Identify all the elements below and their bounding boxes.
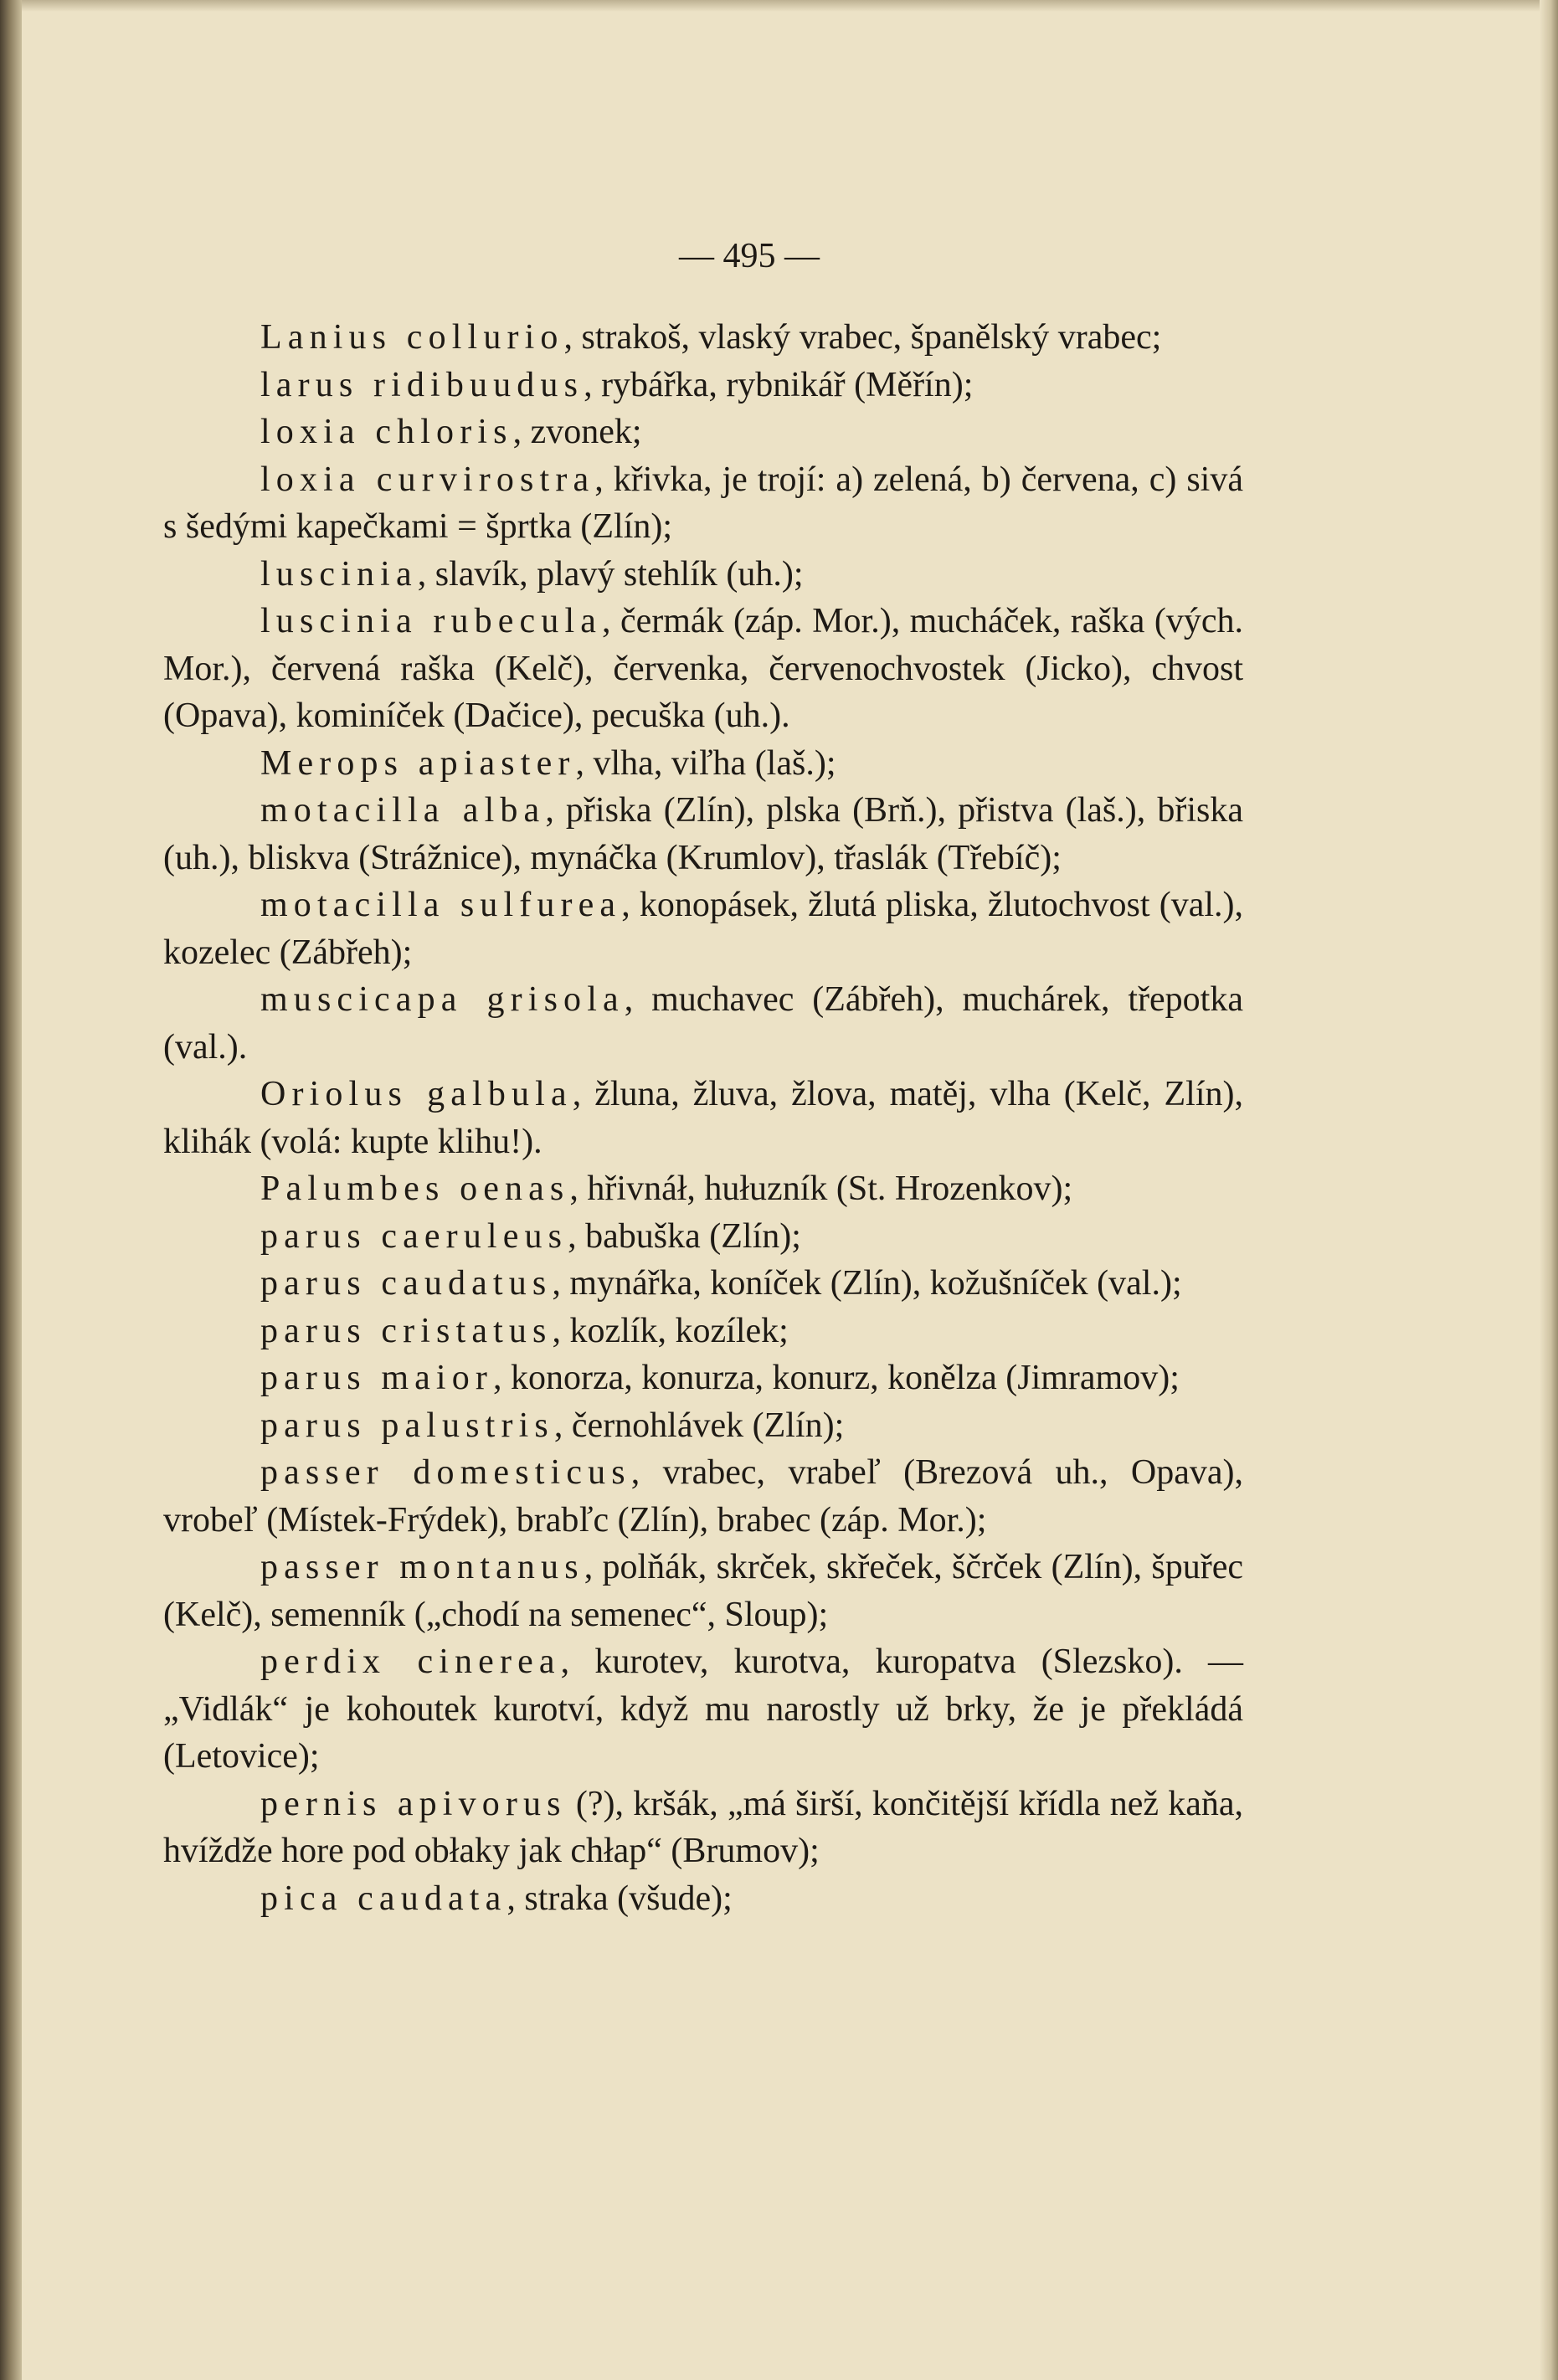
entry (163, 1165, 1243, 1213)
entry-text: , muchavec (Zábřeh), muchárek, třepotka (val.). (163, 980, 1243, 1067)
entry (163, 1308, 1243, 1355)
entry-text: , polňák, skrček, skřeček, ščrček (Zlín), špuřec (Kelč), semenník („chodí na semenec“, Sloup); (163, 1548, 1243, 1634)
entry-text: , žluna, žluva, žlova, matěj, vlha (Kelč, Zlín), klihák (volá: kupte klihu!). (163, 1075, 1243, 1161)
entry (163, 598, 1243, 740)
species-name: Oriolus galbula (260, 1075, 573, 1113)
entry (163, 1071, 1243, 1165)
entry (163, 976, 1243, 1071)
entry-text: , konopásek, žlutá pliska, žlutochvost (val.), kozelec (Zábřeh); (163, 886, 1243, 972)
entry-text: , mynářka, koníček (Zlín), kožušníček (val.); (552, 1264, 1182, 1303)
entry (163, 409, 1243, 456)
entry-text: , černohlávek (Zlín); (553, 1406, 845, 1445)
species-name: motacilla sulfurea (260, 886, 622, 924)
entry (163, 1354, 1243, 1402)
book-spine-shadow (0, 0, 22, 2380)
entry (163, 1213, 1243, 1261)
species-name: motacilla alba (260, 791, 546, 830)
species-name: passer montanus (260, 1548, 584, 1586)
entry-text: , vrabec, vrabeľ (Brezová uh., Opava), vrobeľ (Místek-Frýdek), brabľc (Zlín), brabec (záp. Mor.); (163, 1453, 1243, 1540)
species-name: pernis apivorus (260, 1784, 567, 1823)
entry (163, 1875, 1243, 1923)
species-name: parus maior (260, 1359, 493, 1397)
entry-text: , kurotev, kurotva, kuropatva (Slezsko). — „Vidlák“ je kohoutek kurotví, když mu narostly už brky, že je překládá (Letovice); (163, 1642, 1244, 1776)
species-name: parus caeruleus (260, 1216, 568, 1256)
entry (163, 1638, 1243, 1781)
entry-text: (?), kršák, „má širší, končitější křídla než kaňa, hvíždže hore pod obłaky jak chłap“ (Brumov); (163, 1784, 1244, 1870)
species-name: parus palustris (260, 1406, 554, 1445)
entry-text: , kozlík, kozílek; (552, 1311, 789, 1350)
entry-text: , čermák (záp. Mor.), mucháček, raška (vých. Mor.), červená raška (Kelč), červenka, červenochvostek (Jicko), chvost (Opava), kominíček (Dačice), pecuška (uh.). (163, 602, 1243, 735)
entry (163, 740, 1243, 788)
species-name: muscicapa grisola (260, 980, 625, 1019)
species-name: Merops apiaster (260, 743, 576, 783)
entry-text: , křivka, je trojí: a) zelená, b) červena, c) sivá s šedými kapečkami = šprtka (Zlín); (163, 460, 1243, 546)
entry (163, 1449, 1243, 1544)
entry (163, 1260, 1243, 1308)
entry-text: , slavík, plavý stehlík (uh.); (417, 554, 804, 594)
entry (163, 1781, 1243, 1875)
species-name: Lanius collurio (260, 318, 564, 357)
entry (163, 882, 1243, 976)
entry (163, 314, 1243, 362)
entry-text: , rybářka, rybnikář (Měřín); (584, 365, 974, 404)
species-name: perdix cinerea (260, 1642, 561, 1681)
species-name: parus caudatus (260, 1264, 553, 1303)
species-name: loxia chloris (260, 413, 513, 451)
species-name: Palumbes oenas (260, 1169, 570, 1208)
species-name: loxia curvirostra (260, 460, 595, 499)
species-name: luscinia rubecula (260, 602, 603, 640)
page-top-edge (0, 0, 1558, 12)
species-name: luscinia (260, 554, 418, 594)
entry-text: , straka (všude); (506, 1879, 733, 1918)
species-name: pica caudata (260, 1879, 507, 1918)
species-name: parus cristatus (260, 1311, 553, 1350)
entry (163, 1544, 1243, 1638)
page-right-edge (1540, 0, 1558, 2380)
entry (163, 362, 1243, 409)
entry-text: , zvonek; (512, 413, 642, 451)
entry-text: , konorza, konurza, konurz, konělza (Jimramov); (492, 1359, 1180, 1397)
species-name: larus ridibuudus (260, 365, 584, 404)
entry-text: , babuška (Zlín); (568, 1216, 801, 1256)
species-name: passer domesticus (260, 1453, 631, 1492)
entry-text: , vlha, viľha (laš.); (575, 743, 836, 783)
entries-text (163, 314, 1243, 1922)
entry (163, 551, 1243, 599)
entry-text: , přiska (Zlín), plska (Brň.), přistva (laš.), břiska (uh.), bliskva (Strážnice), mynáčka (Krumlov), třaslák (Třebíč); (163, 791, 1243, 877)
entry-text: , hřivnáł, hułuzník (St. Hrozenkov); (569, 1169, 1073, 1208)
entry (163, 787, 1243, 882)
entry (163, 1402, 1243, 1450)
page-number: — 495 — (679, 237, 820, 275)
entry (163, 456, 1243, 551)
entry-text: , strakoš, vlaský vrabec, španělský vrabec; (563, 318, 1162, 357)
